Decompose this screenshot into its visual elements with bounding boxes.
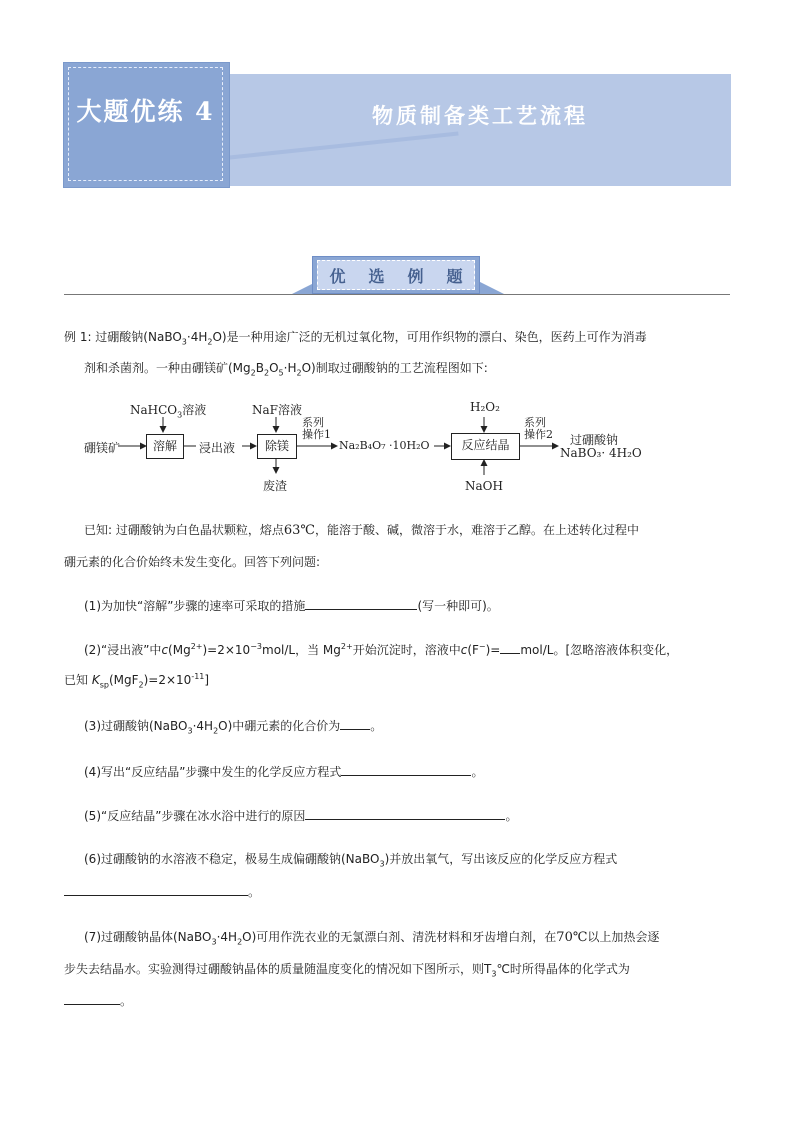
flow-final-product-name: 过硼酸钠 [570, 433, 619, 447]
question-3: (3)过硼酸钠$(NaBO_3\cdot 4H_2O)$中硼元素的化合价为 。 [84, 719, 383, 736]
known-line-2: 硼元素的化合价始终未发生变化。回答下列问题: [64, 555, 321, 569]
flow-reagent-naoh: NaOH [465, 479, 503, 493]
section-char: 例 [407, 266, 424, 286]
flow-operation-2: 系列 操作2 [524, 416, 553, 441]
flow-reagent-naf: NaF溶液 [252, 403, 302, 417]
answer-blank[interactable] [305, 597, 417, 610]
answer-blank[interactable] [340, 717, 370, 730]
flow-final-product-formula: NaBO₃· 4H₂O [560, 446, 642, 460]
question-7-line-1: (7)过硼酸钠晶体$(NaBO_3\cdot 4H_2O)$可用作洗衣业的无氯漂白剂、清洗材料和牙齿增白剂，在70℃以上加热会逐 [84, 930, 660, 947]
section-char: 优 [329, 266, 346, 286]
flow-intermediate-product: Na₂B₄O₇ ·10H₂O [339, 439, 430, 452]
section-heading [317, 260, 475, 290]
question-7-line-3: 。 [64, 992, 132, 1009]
header-banner-decoration [229, 74, 731, 186]
header-tag: 大题优练 4 [76, 97, 215, 126]
answer-blank[interactable] [305, 807, 505, 820]
question-2-line-2: 已知 $K_{sp}(MgF_2)=2\times 10^{-11}$] [64, 672, 210, 690]
question-4: (4)写出“反应结晶”步骤中发生的化学反应方程式 。 [84, 765, 484, 779]
answer-blank[interactable] [500, 641, 520, 654]
flow-step-crystallize: 反应结晶 [451, 433, 520, 460]
flow-step-remove-mg: 除镁 [257, 434, 297, 459]
answer-blank[interactable] [64, 883, 248, 896]
answer-blank[interactable] [341, 763, 471, 776]
question-7-line-2: 步失去结晶水。实验测得过硼酸钠晶体的质量随温度变化的情况如下图所示，则$T_3℃$时所得晶体的化学式为 [64, 962, 630, 979]
flow-start-ore: 硼镁矿 [84, 441, 121, 455]
known-line-1: 已知: 过硼酸钠为白色晶状颗粒，熔点63℃，能溶于酸、碱，微溶于水，难溶于乙醇。在上述转化过程中 [84, 523, 639, 538]
flow-leach-liquid: 浸出液 [199, 441, 236, 455]
question-2-line-1: (2)“浸出液”中$c(Mg^{2+})=2\times 10^{-3}mol/L$，当 $Mg^{2+}$开始沉淀时，溶液中c(F−)= mol/L。[忽略溶液体积变化， [84, 642, 679, 657]
flow-reagent-h2o2: H₂O₂ [470, 400, 500, 414]
page-title: 物质制备类工艺流程 [372, 104, 588, 128]
section-char: 题 [446, 266, 463, 286]
flow-reagent-nahco3: NaHCO$_3$溶液 [130, 403, 207, 420]
flow-step-dissolve: 溶解 [146, 434, 184, 459]
section-char: 选 [368, 266, 385, 286]
flow-waste: 废渣 [263, 479, 288, 493]
section-divider [64, 294, 730, 295]
question-6-line-2: 。 [64, 883, 260, 900]
answer-blank[interactable] [64, 992, 120, 1005]
intro-line-1: 例 1: 过硼酸钠$(NaBO_3\cdot 4H_2O)$是一种用途广泛的无机过氧化物，可用作织物的漂白、染色，医药上可作为消毒 [64, 330, 647, 347]
question-6-line-1: (6)过硼酸钠的水溶液不稳定，极易生成偏硼酸钠(NaBO$_3$)并放出氧气，写出该反应的化学反应方程式 [84, 852, 618, 869]
flow-operation-1: 系列 操作1 [302, 416, 331, 441]
question-1: (1)为加快“溶解”步骤的速率可采取的措施 (写一种即可)。 [84, 599, 499, 613]
process-flow-diagram [84, 395, 654, 500]
question-5: (5)“反应结晶”步骤在冰水浴中进行的原因 。 [84, 809, 518, 823]
intro-line-2: 剂和杀菌剂。一种由硼镁矿$(Mg_2B_2O_5\cdot H_2O)$制取过硼酸钠的工艺流程图如下: [84, 361, 488, 378]
